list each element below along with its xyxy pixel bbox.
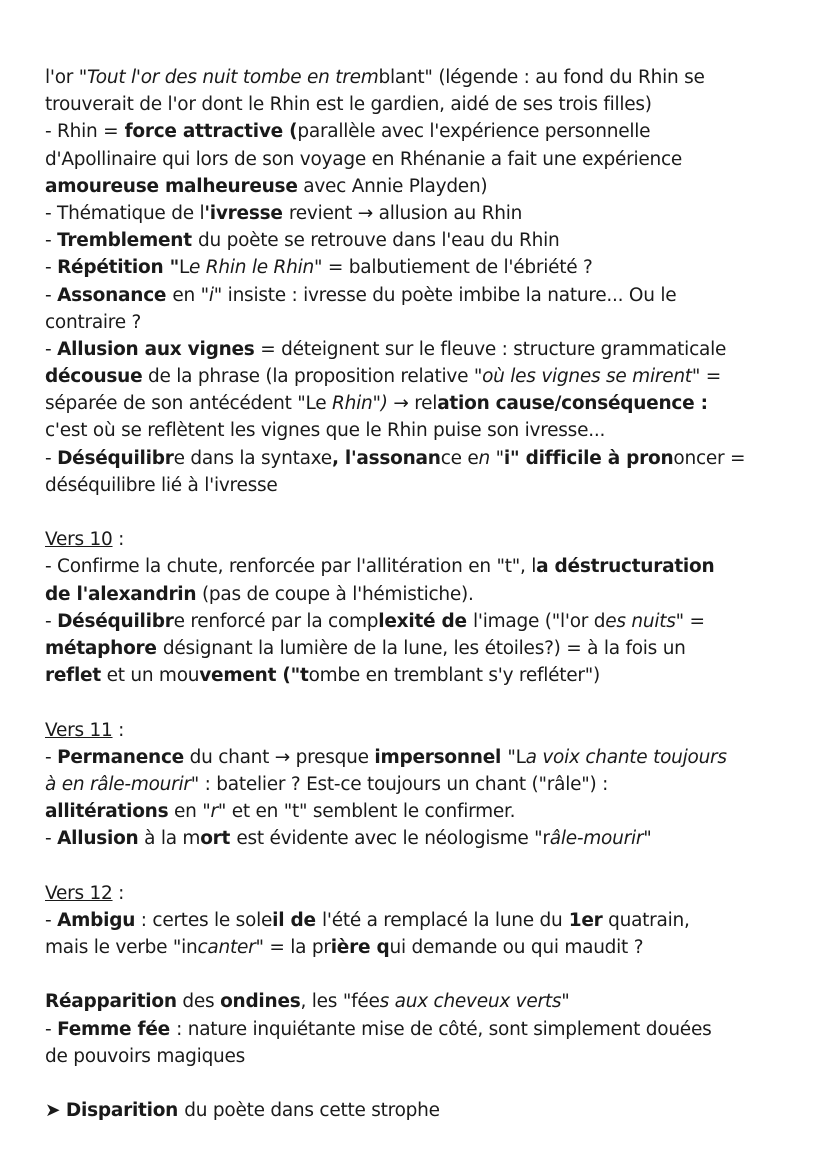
bold-text: Déséquilibr — [57, 447, 174, 469]
underlined-heading-text: Vers 10 — [45, 529, 113, 551]
text-line: trouverait de l'or dont le Rhin est le gardien, aidé de ses trois filles) — [45, 94, 652, 116]
italic-text: n — [478, 447, 491, 469]
text-line: - Assonance en "i" insiste : ivresse du poète imbibe la nature... Ou le — [45, 284, 677, 306]
text-line: mais le verbe "incanter" = la prière qui demande ou qui maudit ? — [45, 937, 644, 958]
bold-text: force attractive ( — [118, 121, 298, 143]
text-line: - Allusion à la mort est évidente avec le néologisme "râle-mourir" — [45, 828, 652, 850]
text-line: métaphore désignant la lumière de la lune, les étoiles?) = à la fois un — [45, 637, 686, 659]
blank-line — [45, 1070, 785, 1097]
text-line: c'est où se reflètent les vignes que le Rhin puise son ivresse... — [45, 420, 606, 442]
italic-text: âle-mourir" — [549, 828, 652, 850]
underlined-heading-text: Vers 12 — [45, 882, 113, 904]
conclusion-line: ➤ Disparition du poète dans cette strophe — [45, 1100, 440, 1122]
text-line: à en râle-mourir" : batelier ? Est-ce toujours un chant ("râle") : — [45, 773, 609, 795]
bold-text: i" difficile à pron — [503, 447, 674, 469]
italic-text: où les vignes se mirent — [482, 366, 692, 388]
bold-text: métaphore — [45, 637, 163, 659]
italic-text: e Rhin le Rhin" — [189, 257, 323, 279]
text-line: l'or "Tout l'or des nuit tombe en tremblant" (légende : au fond du Rhin se — [45, 67, 705, 88]
text-line: - Femme fée : nature inquiétante mise de côté, sont simplement douées — [45, 1018, 712, 1040]
bold-text: Allusion aux vignes — [57, 338, 255, 360]
text-line: - Déséquilibre dans la syntaxe, l'assonance en "i" difficile à prononcer = — [45, 447, 746, 469]
section-heading-vers-12: Vers 12 : — [45, 882, 125, 904]
underlined-heading-text: Vers 11 — [45, 719, 113, 741]
text-line: contraire ? — [45, 311, 142, 333]
italic-text: canter" — [197, 937, 270, 958]
text-line: - Ambigu : certes le soleil de l'été a remplacé la lune du 1er quatrain, — [45, 909, 690, 931]
bold-text: Assonance — [57, 284, 173, 306]
italic-text: a voix chante toujours — [525, 746, 727, 768]
text-line: - Déséquilibre renforcé par la complexité de l'image ("l'or des nuits" = — [45, 610, 705, 632]
blank-line — [45, 499, 785, 526]
bold-text: 'ivresse — [204, 202, 289, 224]
text-line: - Répétition "Le Rhin le Rhin" = balbutiement de l'ébriété ? — [45, 257, 593, 279]
text-line: reflet et un mouvement ("tombe en tremblant s'y refléter") — [45, 665, 600, 687]
bold-text: amoureuse malheureuse — [45, 175, 298, 197]
text-line: d'Apollinaire qui lors de son voyage en Rhénanie a fait une expérience — [45, 148, 683, 170]
bold-text: Déséquilibr — [57, 610, 174, 632]
italic-text — [307, 801, 313, 822]
bold-text: décousue — [45, 366, 143, 388]
text-line: - Rhin = force attractive (parallèle avec l'expérience personnelle — [45, 121, 651, 143]
bold-text: il de — [272, 909, 322, 931]
bold-text: ière q — [330, 937, 390, 958]
bold-text: Disparition — [65, 1100, 185, 1122]
italic-text: es nuits" = — [605, 610, 705, 632]
text-line: de pouvoirs magiques — [45, 1045, 246, 1067]
bold-text: Réapparition — [45, 991, 177, 1013]
text-line: - Tremblement du poète se retrouve dans l'eau du Rhin — [45, 230, 560, 252]
blank-line — [45, 689, 785, 716]
blank-line — [45, 852, 785, 879]
text-line: décousue de la phrase (la proposition relative "où les vignes se mirent" = — [45, 366, 721, 388]
bold-text: reflet — [45, 665, 101, 687]
italic-text: "Tout l'or des nuit tombe en trem — [78, 67, 379, 88]
text-line: - Confirme la chute, renforcée par l'allitération en "t", la déstructuration — [45, 556, 715, 578]
bold-text: , l'assonan — [331, 447, 441, 469]
text-line: - Permanence du chant → presque impersonnel "La voix chante toujours — [45, 746, 727, 768]
bold-text: lexité de — [378, 610, 474, 632]
bold-text: Femme fée — [57, 1018, 177, 1040]
document-page — [45, 64, 785, 1124]
bold-text: 1er — [562, 909, 603, 931]
text-line: allitérations en "r" et en "t" semblent le confirmer. — [45, 801, 516, 823]
bold-text: vement ("t — [199, 665, 309, 687]
text-line: - Allusion aux vignes = déteignent sur le fleuve : structure grammaticale — [45, 338, 727, 360]
text-line: Réapparition des ondines, les "fées aux cheveux verts" — [45, 991, 570, 1013]
bold-text: Répétition " — [57, 257, 179, 279]
section-heading-vers-11: Vers 11 : — [45, 719, 125, 741]
italic-text: r — [210, 801, 218, 823]
text-line: séparée de son antécédent "Le Rhin") → relation cause/conséquence : — [45, 393, 708, 415]
bold-text: ort — [200, 828, 237, 850]
bold-text: allitérations — [45, 801, 169, 823]
text-line: - Thématique de l'ivresse revient → allusion au Rhin — [45, 202, 523, 224]
bold-text: ondines — [220, 991, 301, 1013]
italic-text: Rhin") — [332, 393, 394, 415]
italic-text: à en râle-mourir" — [45, 773, 200, 795]
bold-text: Permanence — [57, 746, 184, 768]
bold-text: de l'alexandrin — [45, 583, 197, 605]
italic-text: i — [208, 284, 214, 306]
text-line: déséquilibre lié à l'ivresse — [45, 474, 278, 496]
italic-text: s aux cheveux verts" — [379, 991, 570, 1013]
text-line: de l'alexandrin (pas de coupe à l'hémistiche). — [45, 583, 474, 605]
bold-text: impersonnel — [374, 746, 508, 768]
bold-text: Ambigu — [57, 909, 136, 931]
bold-text: ation cause/conséquence : — [437, 393, 708, 415]
bold-text: Allusion — [57, 828, 139, 850]
section-heading-vers-10: Vers 10 : — [45, 529, 125, 551]
bold-text: a déstructuration — [536, 556, 715, 578]
blank-line — [45, 961, 785, 988]
text-line: amoureuse malheureuse avec Annie Playden) — [45, 175, 488, 197]
bold-text: Tremblement — [57, 230, 199, 252]
